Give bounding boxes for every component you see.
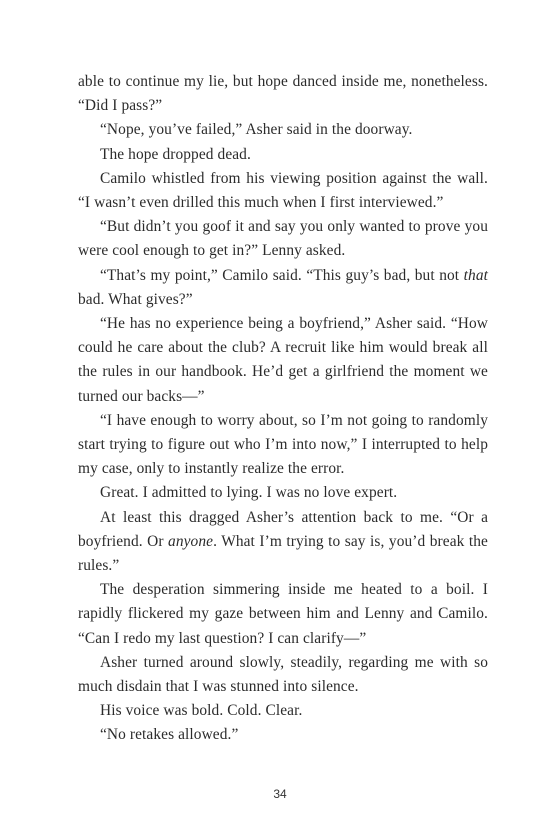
paragraph-text: . What I’m trying to say is, you’d break the rules.” xyxy=(78,532,488,575)
paragraph: The desperation simmering inside me heated to a boil. I rapidly flickered my gaze between him and Lenny and Camilo. “Can I redo my last question? I can clarify—” xyxy=(78,581,488,647)
paragraph: “I have enough to worry about, so I’m not going to randomly start trying to figure out who I’m into now,” I interrupted to help my case, only to instantly realize the error. xyxy=(78,411,488,478)
paragraph xyxy=(78,506,488,579)
paragraph: “No retakes allowed.” xyxy=(100,726,239,744)
paragraph-text: At least this dragged Asher’s attention back to me. “Or a boyfriend. Or xyxy=(78,508,488,550)
paragraph xyxy=(78,264,488,312)
emphasized-text: that xyxy=(463,266,488,284)
paragraph: “But didn’t you goof it and say you only wanted to prove you were cool enough to get in?” Lenny asked. xyxy=(78,218,488,260)
paragraph: “Nope, you’ve failed,” Asher said in the doorway. xyxy=(100,121,413,139)
page-number: 34 xyxy=(273,787,287,801)
paragraph: Great. I admitted to lying. I was no love expert. xyxy=(100,484,398,502)
paragraph: The hope dropped dead. xyxy=(100,145,251,163)
page-body xyxy=(78,70,488,748)
paragraph: Camilo whistled from his viewing position against the wall. “I wasn’t even drilled this much when I first interviewed.” xyxy=(78,169,488,212)
paragraph: His voice was bold. Cold. Clear. xyxy=(100,702,303,720)
paragraph: “He has no experience being a boyfriend,” Asher said. “How could he care about the club? A recruit like him would break all the rules in our handbook. He’d get a girlfriend the moment we turned our backs—” xyxy=(78,315,488,405)
paragraph: able to continue my lie, but hope danced inside me, nonetheless. “Did I pass?” xyxy=(78,73,488,115)
paragraph-text: “That’s my point,” Camilo said. “This guy’s bad, but not xyxy=(100,266,464,284)
paragraph-text: bad. What gives?” xyxy=(78,290,193,308)
emphasized-text: anyone xyxy=(168,532,214,550)
paragraph: Asher turned around slowly, steadily, regarding me with so much disdain that I was stunned into silence. xyxy=(78,653,488,696)
